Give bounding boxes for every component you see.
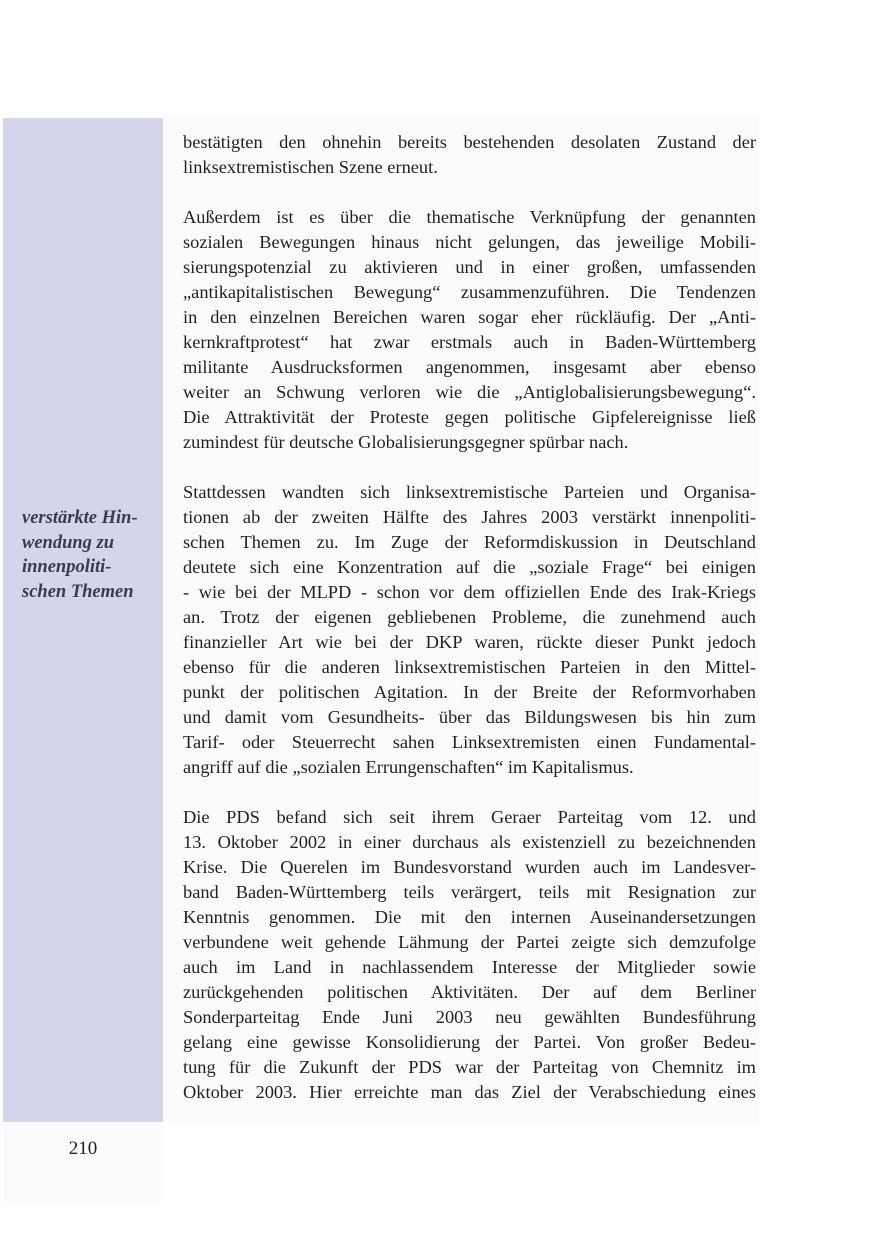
text-line: finanzieller Art wie bei der DKP waren, rückte dieser Punkt jedoch <box>183 632 756 652</box>
text-line: militante Ausdrucksformen angenommen, insgesamt aber ebenso <box>183 357 756 377</box>
page-number: 210 <box>68 1138 98 1159</box>
text-line: kernkraftprotest“ hat zwar erstmals auch in Baden-Württemberg <box>183 332 756 352</box>
text-line: Sonderparteitag Ende Juni 2003 neu gewählten Bundesführung <box>183 1007 756 1027</box>
text-line: gelang eine gewisse Konsolidierung der Partei. Von großer Bedeu- <box>183 1032 756 1052</box>
margin-note-line: wendung zu <box>22 532 115 553</box>
paragraph <box>183 205 756 455</box>
text-line: „antikapitalistischen Bewegung“ zusammenzuführen. Die Tendenzen <box>183 282 756 302</box>
text-line: schen Themen zu. Im Zuge der Reformdiskussion in Deutschland <box>183 532 756 552</box>
body-text <box>183 130 756 1130</box>
text-line: an. Trotz der eigenen gebliebenen Probleme, die zunehmend auch <box>183 607 756 627</box>
text-line: Tarif- oder Steuerrecht sahen Linksextremisten einen Fundamental- <box>183 732 756 752</box>
paragraph <box>183 480 756 780</box>
text-line: - wie bei der MLPD - schon vor dem offiziellen Ende des Irak-Kriegs <box>183 582 756 602</box>
margin-note-line: verstärkte Hin- <box>22 508 138 528</box>
text-line: sozialen Bewegungen hinaus nicht gelungen, das jeweilige Mobili- <box>183 232 756 252</box>
paragraph <box>183 130 756 180</box>
text-line: zurückgehenden politischen Aktivitäten. Der auf dem Berliner <box>183 982 756 1002</box>
text-line: linksextremistischen Szene erneut. <box>183 157 438 177</box>
text-line: Die PDS befand sich seit ihrem Geraer Parteitag vom 12. und <box>183 807 756 827</box>
text-line: punkt der politischen Agitation. In der Breite der Reformvorhaben <box>183 682 756 702</box>
text-line: bestätigten den ohnehin bereits bestehenden desolaten Zustand der <box>183 132 756 152</box>
text-line: ebenso für die anderen linksextremistischen Parteien in den Mittel- <box>183 657 756 677</box>
text-line: Kenntnis genommen. Die mit den internen Auseinandersetzungen <box>183 907 756 927</box>
text-line: verbundene weit gehende Lähmung der Partei zeigte sich demzufolge <box>183 932 756 952</box>
text-line: angriff auf die „sozialen Errungenschaften“ im Kapitalismus. <box>183 757 634 777</box>
text-line: tung für die Zukunft der PDS war der Parteitag von Chemnitz im <box>183 1057 756 1077</box>
page-footer <box>3 1122 163 1202</box>
text-line: Die Attraktivität der Proteste gegen politische Gipfelereignisse ließ <box>183 407 756 427</box>
body-text-column <box>163 118 759 1122</box>
margin-note <box>22 506 160 604</box>
text-line: sierungspotenzial zu aktivieren und in einer großen, umfassenden <box>183 257 756 277</box>
text-line: und damit vom Gesundheits- über das Bildungswesen bis hin zum <box>183 707 756 727</box>
margin-sidebar <box>3 118 163 1122</box>
text-line: 13. Oktober 2002 in einer durchaus als existenziell zu bezeichnenden <box>183 832 756 852</box>
text-line: auch im Land in nachlassendem Interesse der Mitglieder sowie <box>183 957 756 977</box>
text-line: zumindest für deutsche Globalisierungsgegner spürbar nach. <box>183 432 629 452</box>
text-line: Außerdem ist es über die thematische Verknüpfung der genannten <box>183 207 756 227</box>
text-line: tionen ab der zweiten Hälfte des Jahres 2003 verstärkt innenpoliti- <box>183 507 756 527</box>
margin-note-line: innenpoliti- <box>22 557 112 577</box>
text-line: Stattdessen wandten sich linksextremistische Parteien und Organisa- <box>183 482 756 502</box>
text-line: weiter an Schwung verloren wie die „Antiglobalisierungsbewegung“. <box>183 382 756 402</box>
text-line: Oktober 2003. Hier erreichte man das Ziel der Verabschiedung eines <box>183 1082 756 1102</box>
text-line: deutete sich eine Konzentration auf die „soziale Frage“ bei einigen <box>183 557 756 577</box>
margin-note-line: schen Themen <box>22 581 134 602</box>
text-line: in den einzelnen Bereichen waren sogar eher rückläufig. Der „Anti- <box>183 307 756 327</box>
text-line: band Baden-Württemberg teils verärgert, teils mit Resignation zur <box>183 882 756 902</box>
paragraph <box>183 805 756 1105</box>
text-line: Krise. Die Querelen im Bundesvorstand wurden auch im Landesver- <box>183 857 756 877</box>
